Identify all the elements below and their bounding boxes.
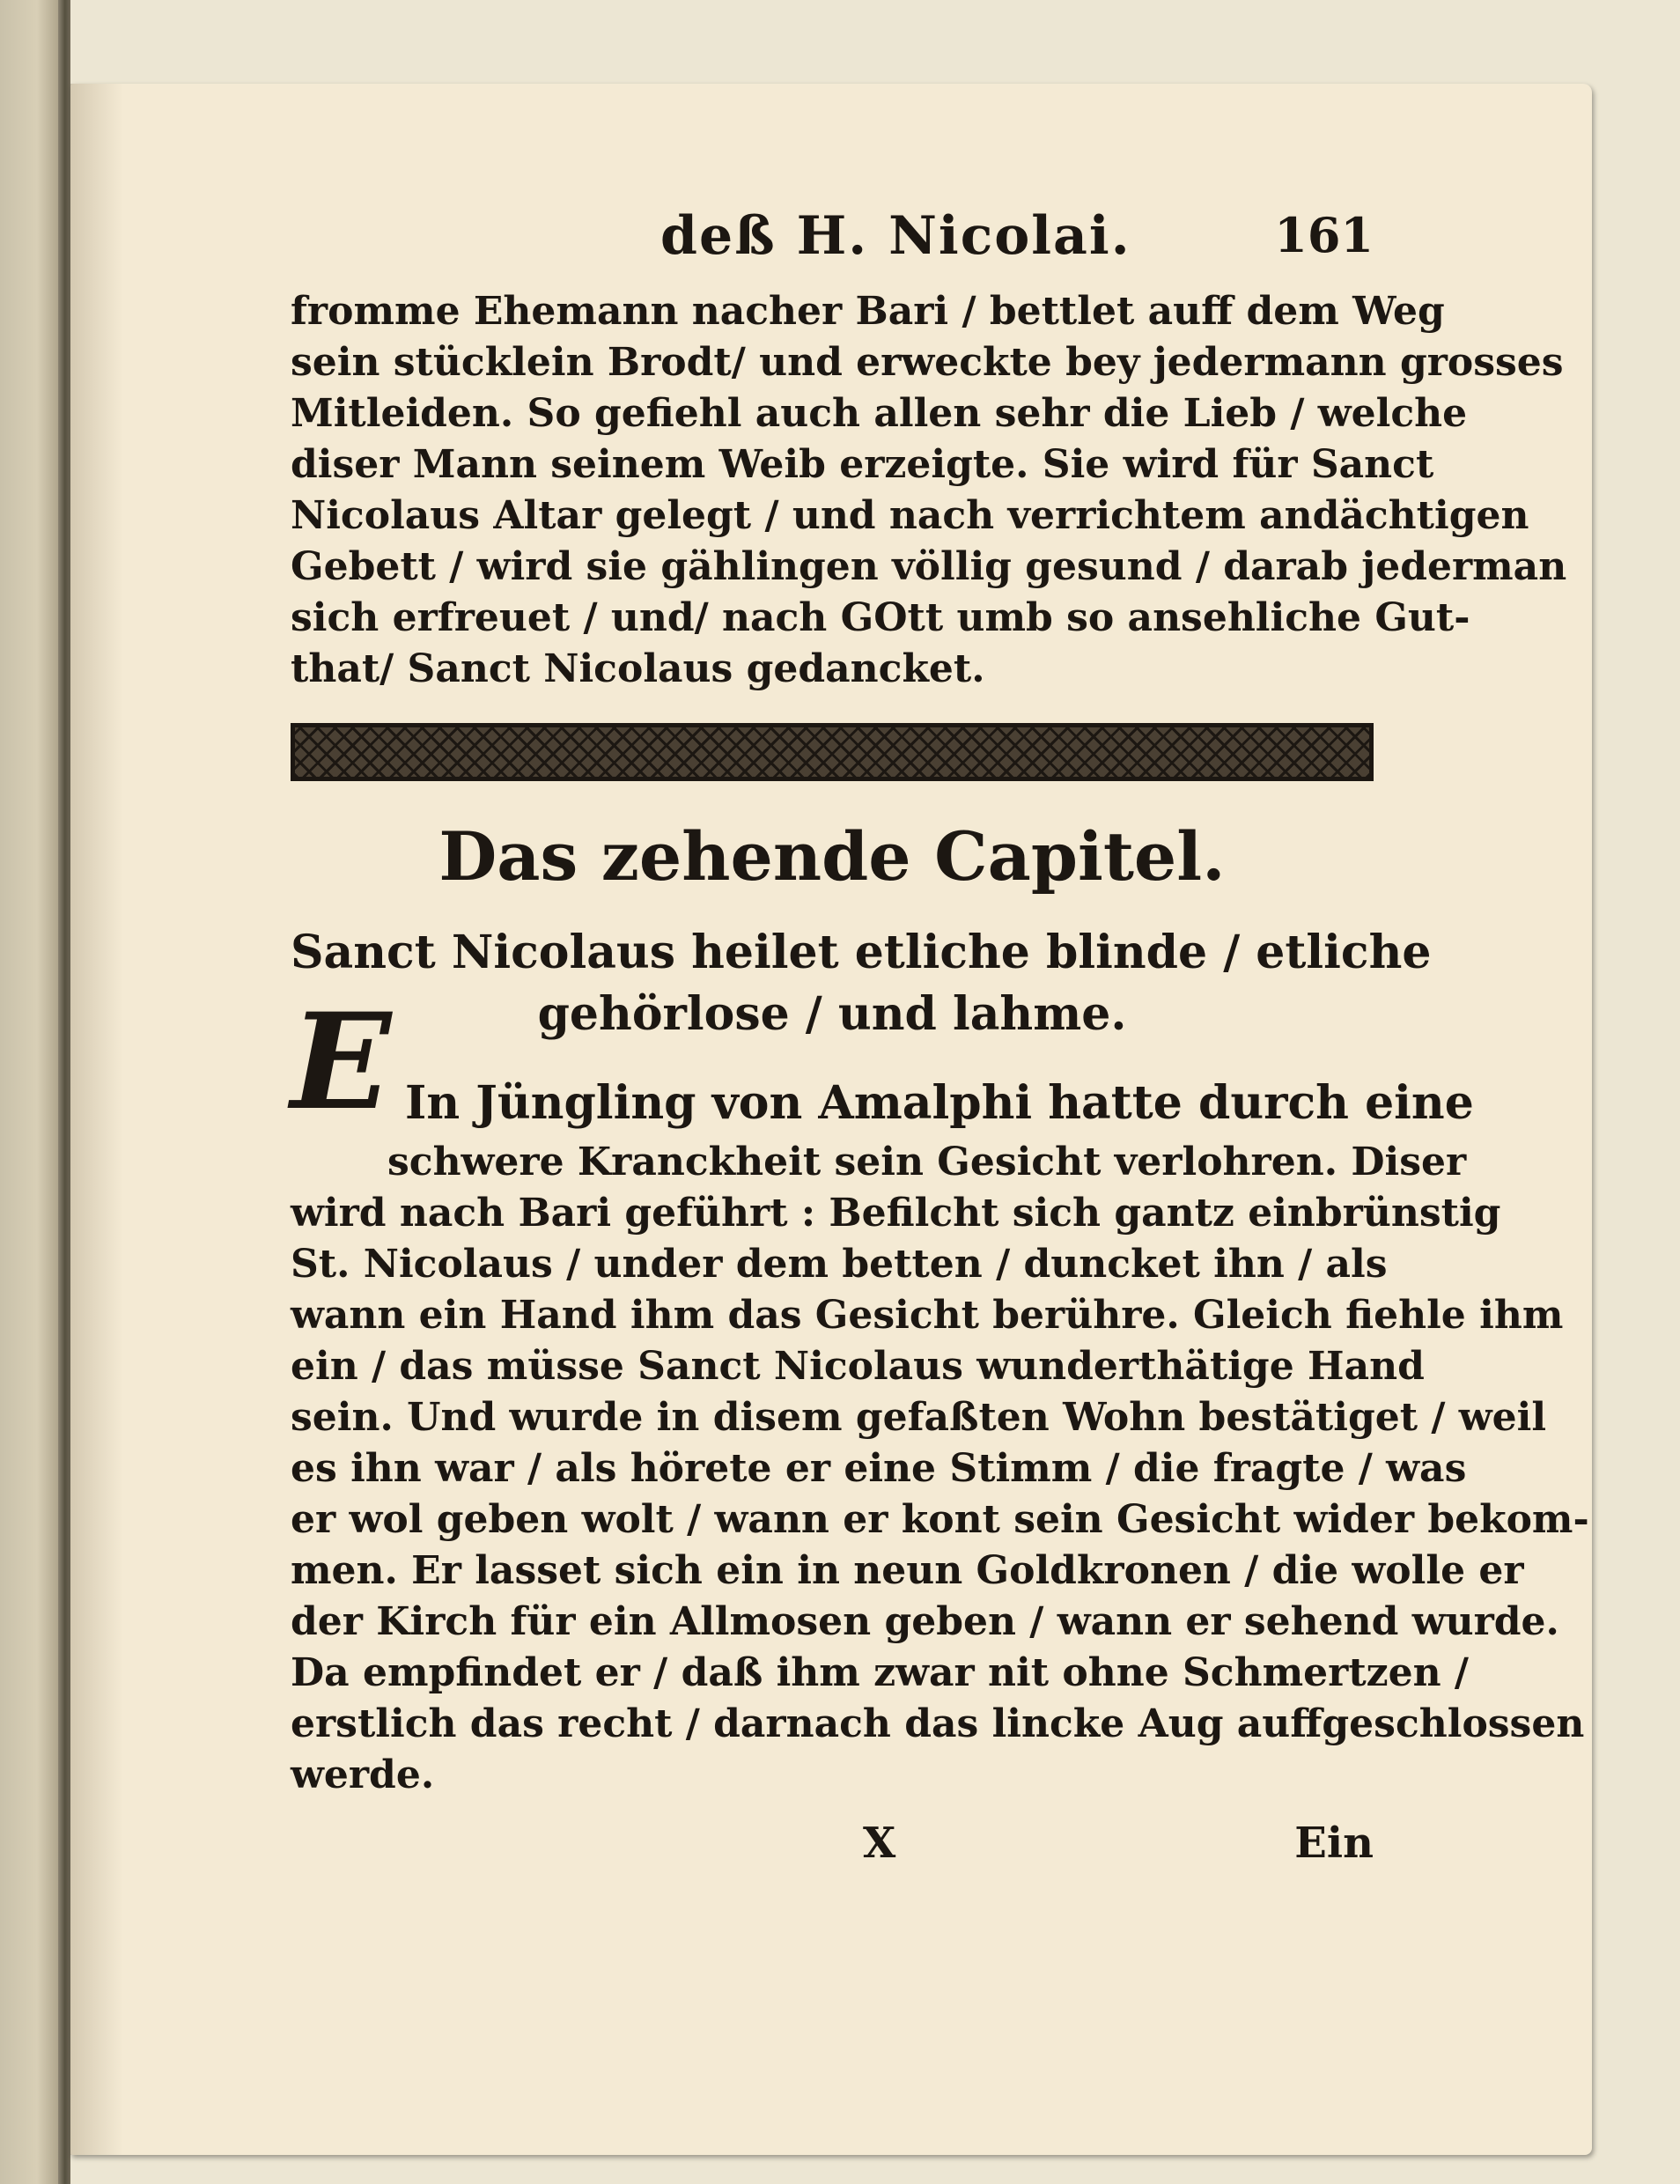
text-line: der Kirch für ein Allmosen geben / wann er sehend wurde. [291, 1599, 1559, 1644]
catchword: Ein [1294, 1819, 1374, 1868]
book-gutter [58, 0, 70, 2184]
text-line: Mitleiden. So gefiehl auch allen sehr die Lieb / welche [291, 391, 1468, 436]
signature-mark: X [863, 1819, 896, 1868]
text-line: sich erfreuet / und/ nach GOtt umb so ansehliche Gut- [291, 595, 1470, 640]
text-line: that/ Sanct Nicolaus gedancket. [291, 646, 985, 691]
text-line: Nicolaus Altar gelegt / und nach verrichtem andächtigen [291, 493, 1529, 538]
chapter-subtitle: gehörlose / und lahme. [537, 987, 1127, 1041]
ornamental-border [291, 723, 1374, 781]
text-block [291, 198, 1589, 1889]
text-line: sein stücklein Brodt/ und erweckte bey jedermann grosses [291, 340, 1564, 385]
text-line: wann ein Hand ihm das Gesicht berühre. Gleich fiehle ihm [291, 1293, 1564, 1338]
text-line: Gebett / wird sie gählingen völlig gesund / darab jederman [291, 544, 1567, 589]
text-line: schwere Kranckheit sein Gesicht verlohren. Diser [387, 1140, 1467, 1184]
text-line: ein / das müsse Sanct Nicolaus wunderthätige Hand [291, 1344, 1425, 1389]
text-line: fromme Ehemann nacher Bari / bettlet auff dem Weg [291, 289, 1445, 334]
drop-cap: E [291, 985, 392, 1140]
chapter-title: Das zehende Capitel. [438, 817, 1226, 896]
text-line: sein. Und wurde in disem gefaßten Wohn bestätiget / weil [291, 1395, 1547, 1440]
book-page [70, 84, 1592, 2155]
running-title: deß H. Nicolai. [660, 205, 1131, 267]
page-footer [291, 1819, 1374, 1889]
text-line: wird nach Bari geführt : Befilcht sich gantz einbrünstig [291, 1191, 1501, 1236]
facing-page-edge [0, 0, 62, 2184]
text-line: In Jüngling von Amalphi hatte durch eine [405, 1076, 1474, 1130]
text-line: men. Er lasset sich ein in neun Goldkronen / die wolle er [291, 1548, 1524, 1593]
chapter-subtitle: Sanct Nicolaus heilet etliche blinde / etliche [291, 926, 1432, 979]
text-line: erstlich das recht / darnach das lincke Aug auffgeschlossen [291, 1701, 1585, 1746]
text-line: werde. [291, 1752, 435, 1797]
previous-chapter-text [291, 286, 1567, 695]
page-number: 161 [1274, 207, 1374, 263]
text-line: diser Mann seinem Weib erzeigte. Sie wird für Sanct [291, 442, 1434, 487]
running-head [291, 198, 1374, 286]
text-line: er wol geben wolt / wann er kont sein Gesicht wider bekom- [291, 1497, 1589, 1542]
text-line: es ihn war / als hörete er eine Stimm / die fragte / was [291, 1446, 1467, 1491]
text-line: Da empfindet er / daß ihm zwar nit ohne Schmertzen / [291, 1650, 1470, 1695]
text-line: St. Nicolaus / under dem betten / duncket ihn / als [291, 1242, 1388, 1287]
